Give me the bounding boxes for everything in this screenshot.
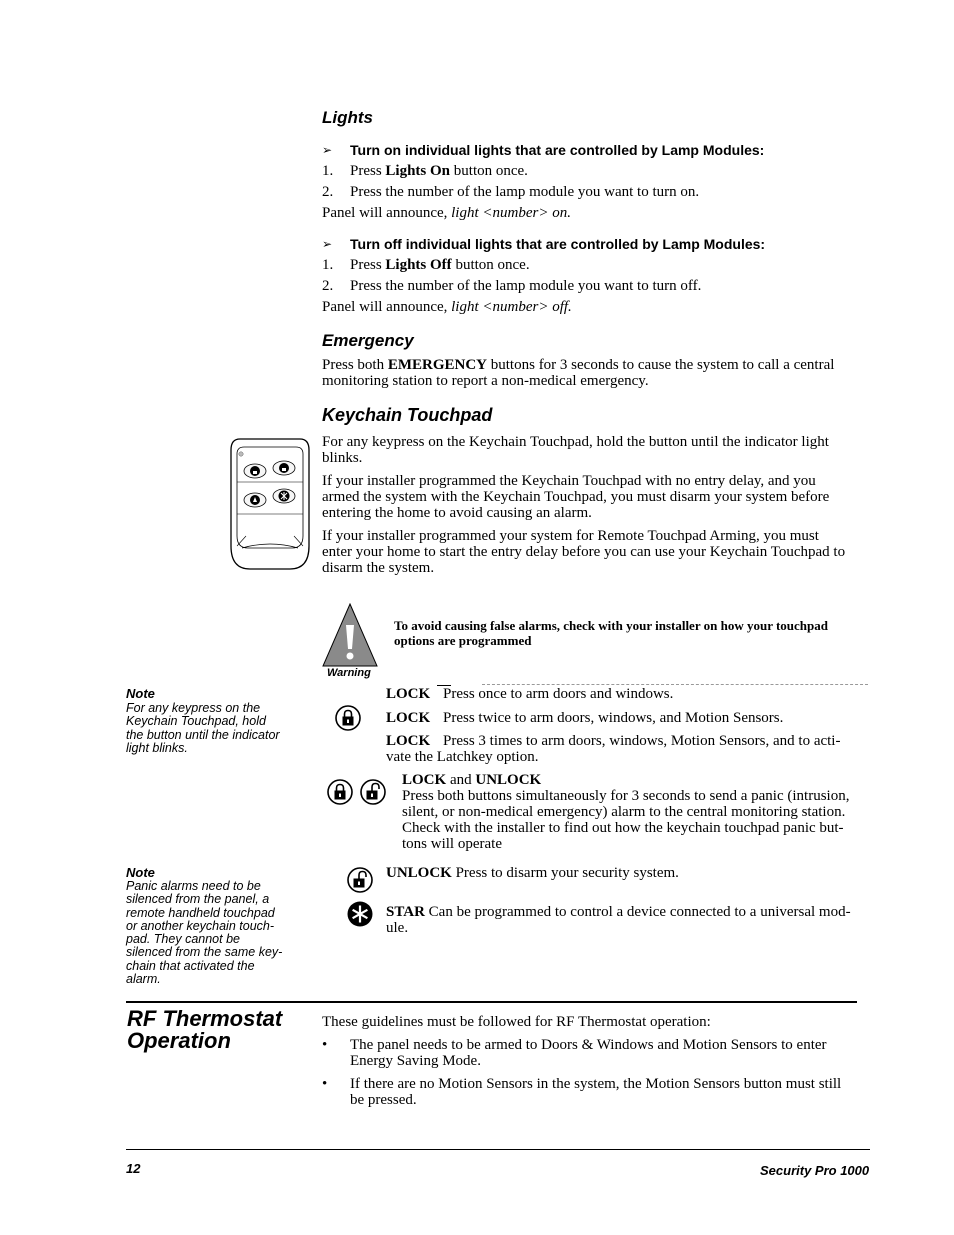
thermostat-bullet-1-cont: Energy Saving Mode. <box>350 1053 481 1069</box>
star-row <box>386 904 851 920</box>
lights-heading: Lights <box>322 108 373 127</box>
announce-text: Panel will announce, <box>322 299 452 315</box>
note-line: Panic alarms need to be <box>126 879 261 893</box>
note-line: silenced from the panel, a <box>126 892 270 907</box>
thermostat-bullet-1 <box>322 1037 827 1053</box>
lock-once-row <box>386 686 674 702</box>
keychain-fob-illustration <box>228 436 312 572</box>
announce-text: Panel will announce, <box>322 205 452 221</box>
step-text: Press <box>350 163 386 179</box>
lock-three-row <box>386 733 841 749</box>
unlock-label: UNLOCK <box>386 865 452 881</box>
note-line: chain that activated the <box>126 958 255 973</box>
lock-three-text: Press 3 times to arm doors, windows, Motion Sensors, and to acti- <box>443 733 841 749</box>
warning-text-line: To avoid causing false alarms, check with your installer on how your touchpad <box>394 618 828 633</box>
lock-label: LOCK <box>402 772 447 788</box>
step-number: 2. <box>322 184 334 200</box>
warning-label: Warning <box>327 667 371 679</box>
lock-icon <box>335 705 361 731</box>
note-line: pad. They cannot be <box>126 932 240 947</box>
step-text: button once. <box>451 257 530 273</box>
body-text: Press both <box>322 357 388 373</box>
note-line: the button until the indicator <box>126 727 280 742</box>
task-lights-on-text: Turn on individual lights that are controlled by Lamp Modules: <box>350 142 765 158</box>
lock-three-row-cont: vate the Latchkey option. <box>386 749 539 765</box>
note-line: For any keypress on the <box>126 701 261 715</box>
emergency-line-2: monitoring station to report a non-medical emergency. <box>322 373 649 389</box>
warning-text <box>394 618 828 648</box>
lock-label: LOCK <box>386 686 431 702</box>
panic-line: Check with the installer to find out how the keychain touchpad panic but- <box>402 820 844 836</box>
lights-off-step-1 <box>322 257 530 273</box>
warning-text-line: options are programmed <box>394 633 532 648</box>
section-divider <box>126 1001 857 1003</box>
keychain-p3-line-3: disarm the system. <box>322 560 435 576</box>
footer-rule <box>126 1149 870 1150</box>
lights-on-step-2 <box>322 184 700 200</box>
task-lights-on <box>322 142 765 159</box>
lights-on-button-label: Lights On <box>385 163 451 179</box>
note-1-heading: Note <box>126 686 155 701</box>
thermostat-bullet-2 <box>322 1076 842 1092</box>
bullet-mark: • <box>322 1037 328 1053</box>
announce-phrase: light <number> off. <box>451 299 572 315</box>
unlock-row <box>386 865 679 881</box>
thermostat-intro: These guidelines must be followed for RF Thermostat operation: <box>322 1014 711 1030</box>
thermostat-heading-line: RF Thermostat <box>127 1006 283 1031</box>
star-row-cont: ule. <box>386 920 409 936</box>
panic-description <box>402 788 849 852</box>
lock-label: LOCK <box>386 733 431 749</box>
lock-twice-text: Press twice to arm doors, windows, and Motion Sensors. <box>443 710 784 726</box>
keychain-p3-line-1: If your installer programmed your system for Remote Touchpad Arming, you must <box>322 528 819 544</box>
unlock-icon <box>360 779 386 805</box>
keychain-p2-line-2: armed the system with the Keychain Touchpad, you must disarm your system before <box>322 489 830 505</box>
keychain-p1-line-1: For any keypress on the Keychain Touchpad, hold the button until the indicator light <box>322 434 829 450</box>
panic-line: silent, or non-medical emergency) alarm to the central monitoring station. <box>402 804 846 820</box>
step-text: Press the number of the lamp module you want to turn on. <box>350 184 700 200</box>
warning-triangle-icon <box>322 603 378 667</box>
lights-on-announce <box>322 205 571 221</box>
unlock-icon <box>347 867 373 893</box>
page-number: 12 <box>126 1161 141 1176</box>
note-line: silenced from the same key- <box>126 945 283 960</box>
thermostat-heading-line: Operation <box>127 1028 231 1053</box>
note-2-body <box>126 880 282 986</box>
keychain-p1-line-2: blinks. <box>322 450 363 466</box>
lights-on-step-1 <box>322 163 528 179</box>
keychain-p2-line-1: If your installer programmed the Keychain Touchpad with no entry delay, and you <box>322 473 816 489</box>
note-line: alarm. <box>126 972 161 987</box>
star-label: STAR <box>386 904 425 920</box>
body-text: buttons for 3 seconds to cause the system to call a central <box>487 357 835 373</box>
lights-off-announce <box>322 299 572 315</box>
lights-off-button-label: Lights Off <box>385 257 452 273</box>
emergency-button-label: EMERGENCY <box>387 357 488 373</box>
note-line: remote handheld touchpad <box>126 905 275 920</box>
unlock-text: Press to disarm your security system. <box>451 865 679 881</box>
lock-icon <box>327 779 353 805</box>
note-line: light blinks. <box>126 740 188 755</box>
star-icon <box>347 901 373 927</box>
bullet-text: If there are no Motion Sensors in the system, the Motion Sensors button must still <box>350 1076 842 1092</box>
lock-label: LOCK <box>386 710 431 726</box>
step-number: 1. <box>322 257 334 273</box>
panic-line: tons will operate <box>402 836 502 852</box>
panic-heading <box>402 772 541 788</box>
panic-line: Press both buttons simultaneously for 3 seconds to send a panic (intrusion, <box>402 788 850 804</box>
footer-product-name: Security Pro 1000 <box>760 1163 870 1178</box>
note-2-heading: Note <box>126 865 155 880</box>
step-number: 2. <box>322 278 334 294</box>
star-text: Can be programmed to control a device connected to a universal mod- <box>424 904 851 920</box>
lock-twice-row <box>386 710 784 726</box>
bullet-text: The panel needs to be armed to Doors & Windows and Motion Sensors to enter <box>350 1037 827 1053</box>
step-text: Press the number of the lamp module you want to turn off. <box>350 278 702 294</box>
thermostat-heading <box>127 1008 282 1052</box>
keychain-heading: Keychain Touchpad <box>322 405 493 425</box>
step-number: 1. <box>322 163 334 179</box>
task-lights-off-text: Turn off individual lights that are controlled by Lamp Modules: <box>350 236 766 252</box>
step-text: Press <box>350 257 386 273</box>
lights-off-step-2 <box>322 278 702 294</box>
and-text: and <box>446 772 476 788</box>
unlock-label: UNLOCK <box>475 772 542 788</box>
task-lights-off <box>322 236 766 253</box>
note-1-body <box>126 702 280 755</box>
keychain-p2-line-3: entering the home to avoid causing an alarm. <box>322 505 592 521</box>
announce-phrase: light <number> on. <box>451 205 571 221</box>
arrow-bullet-icon: ➢ <box>322 237 333 251</box>
arrow-bullet-icon: ➢ <box>322 143 333 157</box>
lock-once-text: Press once to arm doors and windows. <box>443 686 674 702</box>
step-text: button once. <box>450 163 528 179</box>
emergency-line-1 <box>322 357 834 373</box>
note-line: or another keychain touch- <box>126 918 275 933</box>
warning-divider <box>482 684 868 685</box>
bullet-mark: • <box>322 1076 328 1092</box>
emergency-heading: Emergency <box>322 331 414 350</box>
keychain-p3-line-2: enter your home to start the entry delay before you can use your Keychain Touchpad to <box>322 544 846 560</box>
thermostat-bullet-2-cont: be pressed. <box>350 1092 417 1108</box>
note-line: Keychain Touchpad, hold <box>126 714 266 729</box>
